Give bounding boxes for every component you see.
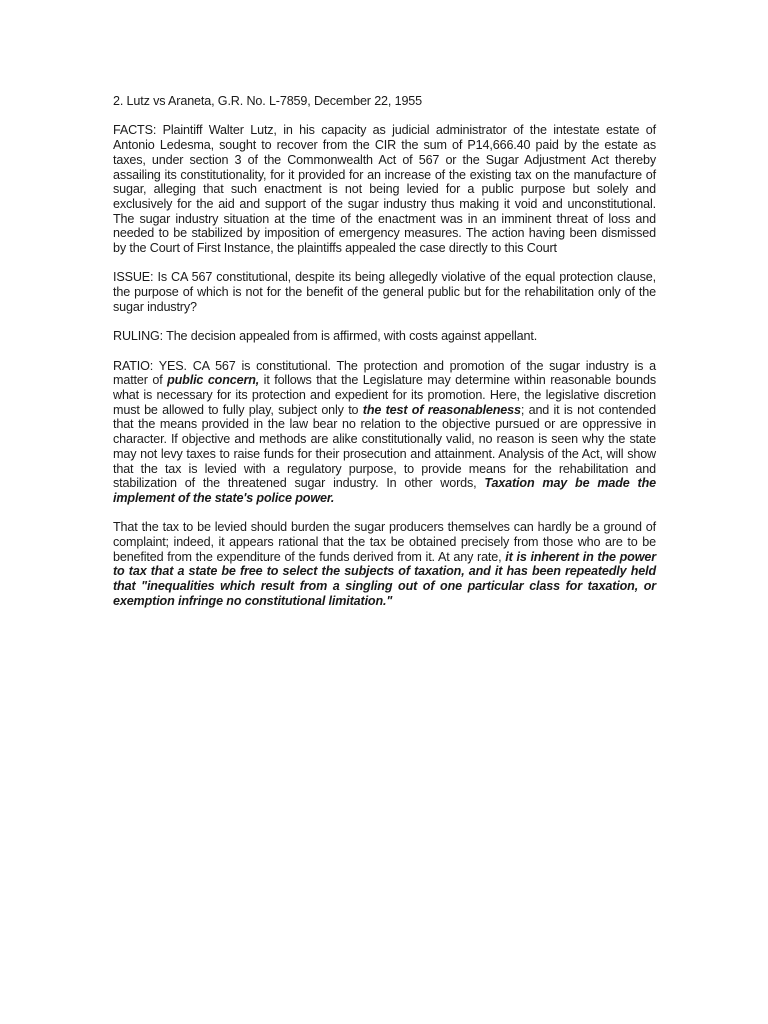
ratio-paragraph [113,359,656,506]
closing-paragraph [113,520,656,608]
ruling-paragraph: RULING: The decision appealed from is affirmed, with costs against appellant. [113,329,538,344]
closing-text-1: That the tax to be levied should burden the sugar producers themselves can hardly be a ground of complaint; indeed, it appears rational that the tax be obtained precisely from those who are to be benefited from the expenditure of the funds derived from it. At any rate, [113,520,656,564]
closing-emphasis-power-to-tax: it is inherent in the power to tax that a state be free to select the subjects of taxation, and it has been repeatedly held that "inequalities which result from a singling out of one particular class for taxation, or exemption infringe no constitutional limitation." [113,549,656,608]
case-title: 2. Lutz vs Araneta, G.R. No. L-7859, December 22, 1955 [113,94,423,108]
document-page [113,94,656,623]
ratio-emphasis-public-concern: public concern, [167,373,260,388]
ratio-emphasis-police-power: Taxation may be made the implement of the state's police power. [113,476,656,505]
ratio-text-2: it follows that the Legislature may determine within reasonable bounds what is necessary for its protection and expedient for its promotion. Here, the legislative discretion must be allowed to fully play, subject only to [113,373,656,417]
ratio-text-3: ; and it is not contended that the means provided in the law bear no relation to the objective pursued or are oppressive in character. If objective and methods are alike constitutionally valid, no reason is seen why the state may not levy taxes to raise funds for their prosecution and attainment. Analysis of the Act, will show that the tax is levied with a regulatory purpose, to provide means for the rehabilitation and stabilization of the threatened sugar industry. In other words, [113,402,656,491]
facts-paragraph: FACTS: Plaintiff Walter Lutz, in his capacity as judicial administrator of the intestate estate of Antonio Ledesma, sought to recover from the CIR the sum of P14,666.40 paid by the estate as taxes, under section 3 of the Commonwealth Act of 567 or the Sugar Adjustment Act thereby assailing its constitutionality, for it provided for an increase of the existing tax on the manufacture of sugar, alleging that such enactment is not being levied for a public purpose but solely and exclusively for the aid and support of the sugar industry thus making it void and unconstitutional. The sugar industry situation at the time of the enactment was in an imminent threat of loss and needed to be stabilized by imposition of emergency measures. The action having been dismissed by the Court of First Instance, the plaintiffs appealed the case directly to this Court [113,123,656,256]
ratio-text-1: RATIO: YES. CA 567 is constitutional. The protection and promotion of the sugar industry is a matter of [113,358,656,388]
ratio-emphasis-test-of-reasonableness: the test of reasonableness [362,402,521,417]
issue-paragraph: ISSUE: Is CA 567 constitutional, despite its being allegedly violative of the equal protection clause, the purpose of which is not for the benefit of the general public but for the rehabilitation only of the sugar industry? [113,270,656,314]
